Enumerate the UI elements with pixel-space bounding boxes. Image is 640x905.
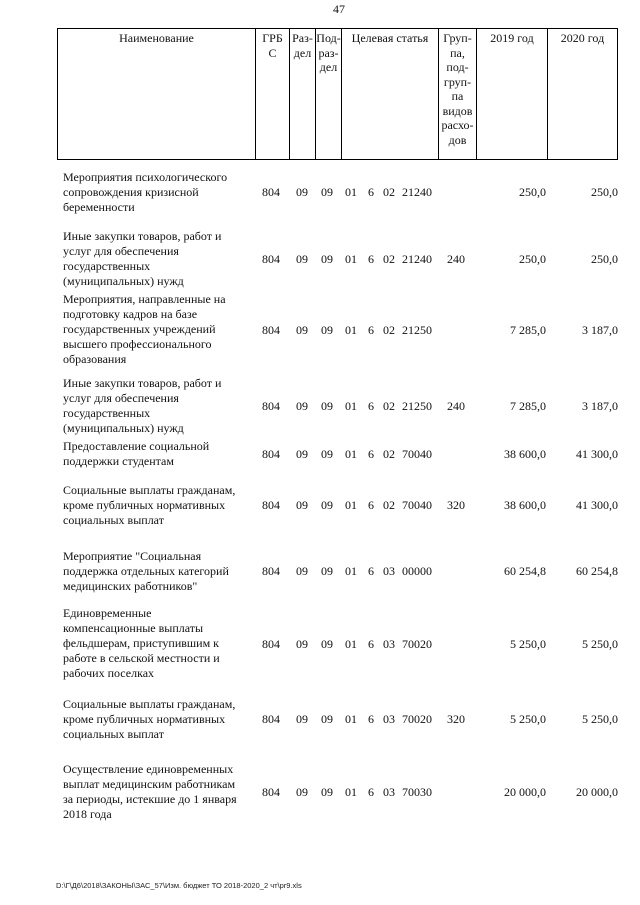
row-name: Иные закупки товаров, работ и услуг для обеспечения государственных (муниципальных) нужд [63,229,222,288]
row-t4: 70040 [402,447,432,461]
header-2019: 2019 год [477,29,548,159]
row-group: 320 [447,498,465,512]
row-grbs: 804 [262,399,280,413]
row-razdel: 09 [296,637,308,651]
file-path-footer: D:\Г\Д6\2018\ЗАКОНЫ\ЗАС_57\Изм. бюджет ТО 2018-2020_2 чт\pr9.xls [56,881,302,890]
row-t1: 01 [345,785,357,799]
row-podrazdel: 09 [321,252,333,266]
row-t2: 6 [368,323,374,337]
row-t4: 70030 [402,785,432,799]
row-razdel: 09 [296,447,308,461]
row-y2020: 60 254,8 [576,564,618,578]
row-t4: 70020 [402,712,432,726]
row-razdel: 09 [296,252,308,266]
row-grbs: 804 [262,252,280,266]
row-razdel: 09 [296,498,308,512]
row-t2: 6 [368,785,374,799]
row-name: Мероприятия, направленные на подготовку кадров на базе государственных учреждений высшего профессионального образования [63,292,226,366]
row-t4: 21240 [402,252,432,266]
row-t3: 02 [383,252,395,266]
header-name: Наименование [58,29,256,159]
row-t1: 01 [345,323,357,337]
row-t2: 6 [368,498,374,512]
row-y2019: 5 250,0 [510,637,546,651]
row-name: Мероприятие "Социальная поддержка отдельных категорий медицинских работников" [63,549,229,593]
row-podrazdel: 09 [321,785,333,799]
row-t2: 6 [368,447,374,461]
row-name: Предоставление социальной поддержки студентам [63,439,210,468]
row-y2019: 7 285,0 [510,323,546,337]
row-t2: 6 [368,399,374,413]
row-t3: 03 [383,785,395,799]
row-t2: 6 [368,185,374,199]
row-podrazdel: 09 [321,637,333,651]
row-y2020: 5 250,0 [582,637,618,651]
row-grbs: 804 [262,564,280,578]
row-y2019: 20 000,0 [504,785,546,799]
row-razdel: 09 [296,323,308,337]
row-grbs: 804 [262,447,280,461]
row-name: Социальные выплаты гражданам, кроме публичных нормативных социальных выплат [63,483,236,527]
row-y2020: 250,0 [591,252,618,266]
row-grbs: 804 [262,185,280,199]
row-y2019: 5 250,0 [510,712,546,726]
row-razdel: 09 [296,185,308,199]
row-y2020: 41 300,0 [576,447,618,461]
row-y2020: 20 000,0 [576,785,618,799]
row-podrazdel: 09 [321,712,333,726]
row-t1: 01 [345,447,357,461]
row-name: Социальные выплаты гражданам, кроме публичных нормативных социальных выплат [63,697,236,741]
row-t3: 02 [383,323,395,337]
table-header [57,28,618,160]
row-podrazdel: 09 [321,399,333,413]
row-t2: 6 [368,252,374,266]
row-t4: 21240 [402,185,432,199]
row-razdel: 09 [296,785,308,799]
row-t2: 6 [368,637,374,651]
row-t3: 02 [383,447,395,461]
row-t2: 6 [368,712,374,726]
row-t1: 01 [345,399,357,413]
row-y2020: 3 187,0 [582,323,618,337]
header-razdel: Раз- дел [290,29,316,159]
row-name: Единовременные компенсационные выплаты фельдшерам, приступившим к работе в сельской местности и рабочих поселках [63,606,220,680]
row-t3: 03 [383,564,395,578]
row-podrazdel: 09 [321,498,333,512]
row-podrazdel: 09 [321,564,333,578]
row-t4: 21250 [402,399,432,413]
row-t3: 03 [383,712,395,726]
row-name: Иные закупки товаров, работ и услуг для обеспечения государственных (муниципальных) нужд [63,376,222,435]
header-podrazdel: Под- раз- дел [316,29,342,159]
row-t4: 00000 [402,564,432,578]
row-y2019: 38 600,0 [504,447,546,461]
header-grbs: ГРБ С [256,29,290,159]
row-name: Осуществление единовременных выплат медицинским работникам за периоды, истекшие до 1 января 2018 года [63,762,237,821]
row-grbs: 804 [262,712,280,726]
row-y2020: 3 187,0 [582,399,618,413]
row-y2019: 250,0 [519,252,546,266]
header-2020: 2020 год [560,31,605,45]
row-grbs: 804 [262,498,280,512]
row-y2019: 60 254,8 [504,564,546,578]
row-t3: 02 [383,185,395,199]
row-group: 240 [447,399,465,413]
row-grbs: 804 [262,323,280,337]
row-t4: 21250 [402,323,432,337]
row-razdel: 09 [296,564,308,578]
row-y2020: 250,0 [591,185,618,199]
row-razdel: 09 [296,399,308,413]
row-y2019: 38 600,0 [504,498,546,512]
row-t4: 70020 [402,637,432,651]
row-t1: 01 [345,712,357,726]
row-name: Мероприятия психологического сопровождения кризисной беременности [63,170,228,214]
row-t3: 02 [383,399,395,413]
row-t1: 01 [345,252,357,266]
row-grbs: 804 [262,637,280,651]
row-t3: 02 [383,498,395,512]
row-group: 240 [447,252,465,266]
row-t1: 01 [345,564,357,578]
row-grbs: 804 [262,785,280,799]
row-t1: 01 [345,498,357,512]
header-group: Груп- па, под- груп- па видов расхо- дов [439,29,477,159]
row-podrazdel: 09 [321,323,333,337]
row-y2019: 7 285,0 [510,399,546,413]
row-y2020: 5 250,0 [582,712,618,726]
row-group: 320 [447,712,465,726]
row-razdel: 09 [296,712,308,726]
row-t3: 03 [383,637,395,651]
header-target: Целевая статья [342,29,439,159]
page-number: 47 [333,2,345,16]
row-t1: 01 [345,185,357,199]
row-podrazdel: 09 [321,447,333,461]
row-t4: 70040 [402,498,432,512]
row-podrazdel: 09 [321,185,333,199]
row-y2020: 41 300,0 [576,498,618,512]
row-t1: 01 [345,637,357,651]
row-y2019: 250,0 [519,185,546,199]
row-t2: 6 [368,564,374,578]
